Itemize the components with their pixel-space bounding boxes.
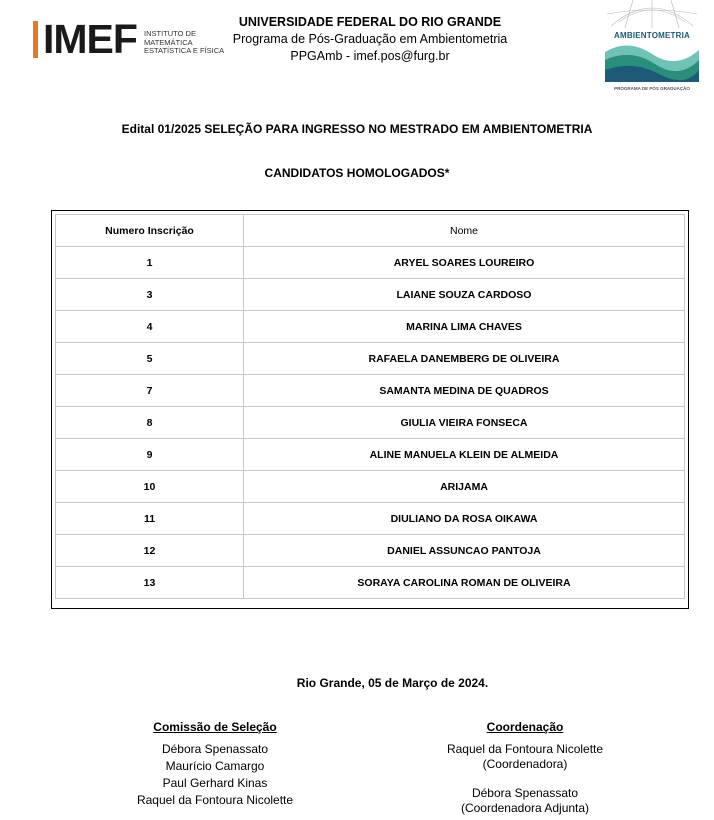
candidate-name-cell: MARINA LIMA CHAVES [244, 311, 685, 343]
candidate-name-cell: SAMANTA MEDINA DE QUADROS [244, 375, 685, 407]
table-row [56, 535, 685, 567]
commission-title: Comissão de Seleção [153, 720, 277, 734]
institution-header [230, 14, 510, 65]
registration-number-cell: 11 [56, 503, 244, 535]
candidate-name-cell: DANIEL ASSUNCAO PANTOJA [244, 535, 685, 567]
registration-number-cell: 12 [56, 535, 244, 567]
imef-logo-word: IMEF [43, 16, 137, 62]
coordinator-name: Raquel da Fontoura Nicolette [446, 742, 604, 756]
column-header-number: Numero Inscrição [56, 215, 244, 247]
column-header-name: Nome [244, 215, 685, 247]
date-line: Rio Grande, 05 de Março de 2024. [296, 676, 489, 690]
registration-number-cell: 1 [56, 247, 244, 279]
program-contact: PPGAmb - imef.pos@furg.br [290, 49, 450, 63]
table-row [56, 471, 685, 503]
commission-member: Paul Gerhard Kinas [162, 776, 268, 790]
table-row [56, 343, 685, 375]
coordinator-role: (Coordenadora) [482, 757, 568, 771]
commission-member: Maurício Camargo [165, 759, 265, 773]
imef-subtitle-line: MATEMÁTICA [144, 37, 193, 47]
candidate-name-cell: ARYEL SOARES LOUREIRO [244, 247, 685, 279]
registration-number-cell: 7 [56, 375, 244, 407]
table-row [56, 407, 685, 439]
table-row [56, 247, 685, 279]
program-name: Programa de Pós-Graduação em Ambientometria [232, 32, 508, 46]
registration-number-cell: 4 [56, 311, 244, 343]
imef-logo [33, 18, 223, 62]
table-body [56, 247, 685, 599]
table-row [56, 311, 685, 343]
table-header-row [56, 215, 685, 247]
globe-wave-icon [603, 0, 701, 96]
candidate-name-cell: LAIANE SOUZA CARDOSO [244, 279, 685, 311]
registration-number-cell: 5 [56, 343, 244, 375]
registration-number-cell: 10 [56, 471, 244, 503]
registration-number-cell: 3 [56, 279, 244, 311]
imef-logo-bar [33, 21, 38, 58]
candidates-title: CANDIDATOS HOMOLOGADOS* [264, 166, 450, 180]
ambientometria-logo-word: AMBIENTOMETRIA [614, 31, 690, 40]
candidate-name-cell: DIULIANO DA ROSA OIKAWA [244, 503, 685, 535]
candidates-table [55, 214, 685, 599]
table-row [56, 279, 685, 311]
candidate-name-cell: GIULIA VIEIRA FONSECA [244, 407, 685, 439]
edital-title: Edital 01/2025 SELEÇÃO PARA INGRESSO NO MESTRADO EM AMBIENTOMETRIA [121, 122, 593, 136]
candidate-name-cell: SORAYA CAROLINA ROMAN DE OLIVEIRA [244, 567, 685, 599]
university-name: UNIVERSIDADE FEDERAL DO RIO GRANDE [238, 15, 502, 29]
table-row [56, 503, 685, 535]
imef-subtitle-line: INSTITUTO DE [144, 29, 196, 38]
table-row [56, 567, 685, 599]
ambientometria-logo [603, 0, 701, 96]
imef-subtitle-line: ESTATÍSTICA E FÍSICA [144, 46, 225, 55]
deputy-coordinator-role: (Coordenadora Adjunta) [460, 801, 590, 815]
commission-member: Débora Spenassato [161, 742, 269, 756]
candidates-table-frame [51, 210, 689, 609]
coordination [410, 719, 640, 816]
registration-number-cell: 13 [56, 567, 244, 599]
selection-commission [115, 719, 315, 809]
coordination-title: Coordenação [486, 720, 564, 734]
registration-number-cell: 8 [56, 407, 244, 439]
table-row [56, 439, 685, 471]
commission-member: Raquel da Fontoura Nicolette [136, 793, 294, 807]
candidate-name-cell: RAFAELA DANEMBERG DE OLIVEIRA [244, 343, 685, 375]
candidate-name-cell: ARIJAMA [244, 471, 685, 503]
ambientometria-logo-subtitle: PROGRAMA DE PÓS GRADUAÇÃO [614, 86, 690, 91]
candidate-name-cell: ALINE MANUELA KLEIN DE ALMEIDA [244, 439, 685, 471]
deputy-coordinator-name: Débora Spenassato [471, 786, 579, 800]
table-row [56, 375, 685, 407]
imef-logo-subtitle [144, 30, 224, 56]
registration-number-cell: 9 [56, 439, 244, 471]
